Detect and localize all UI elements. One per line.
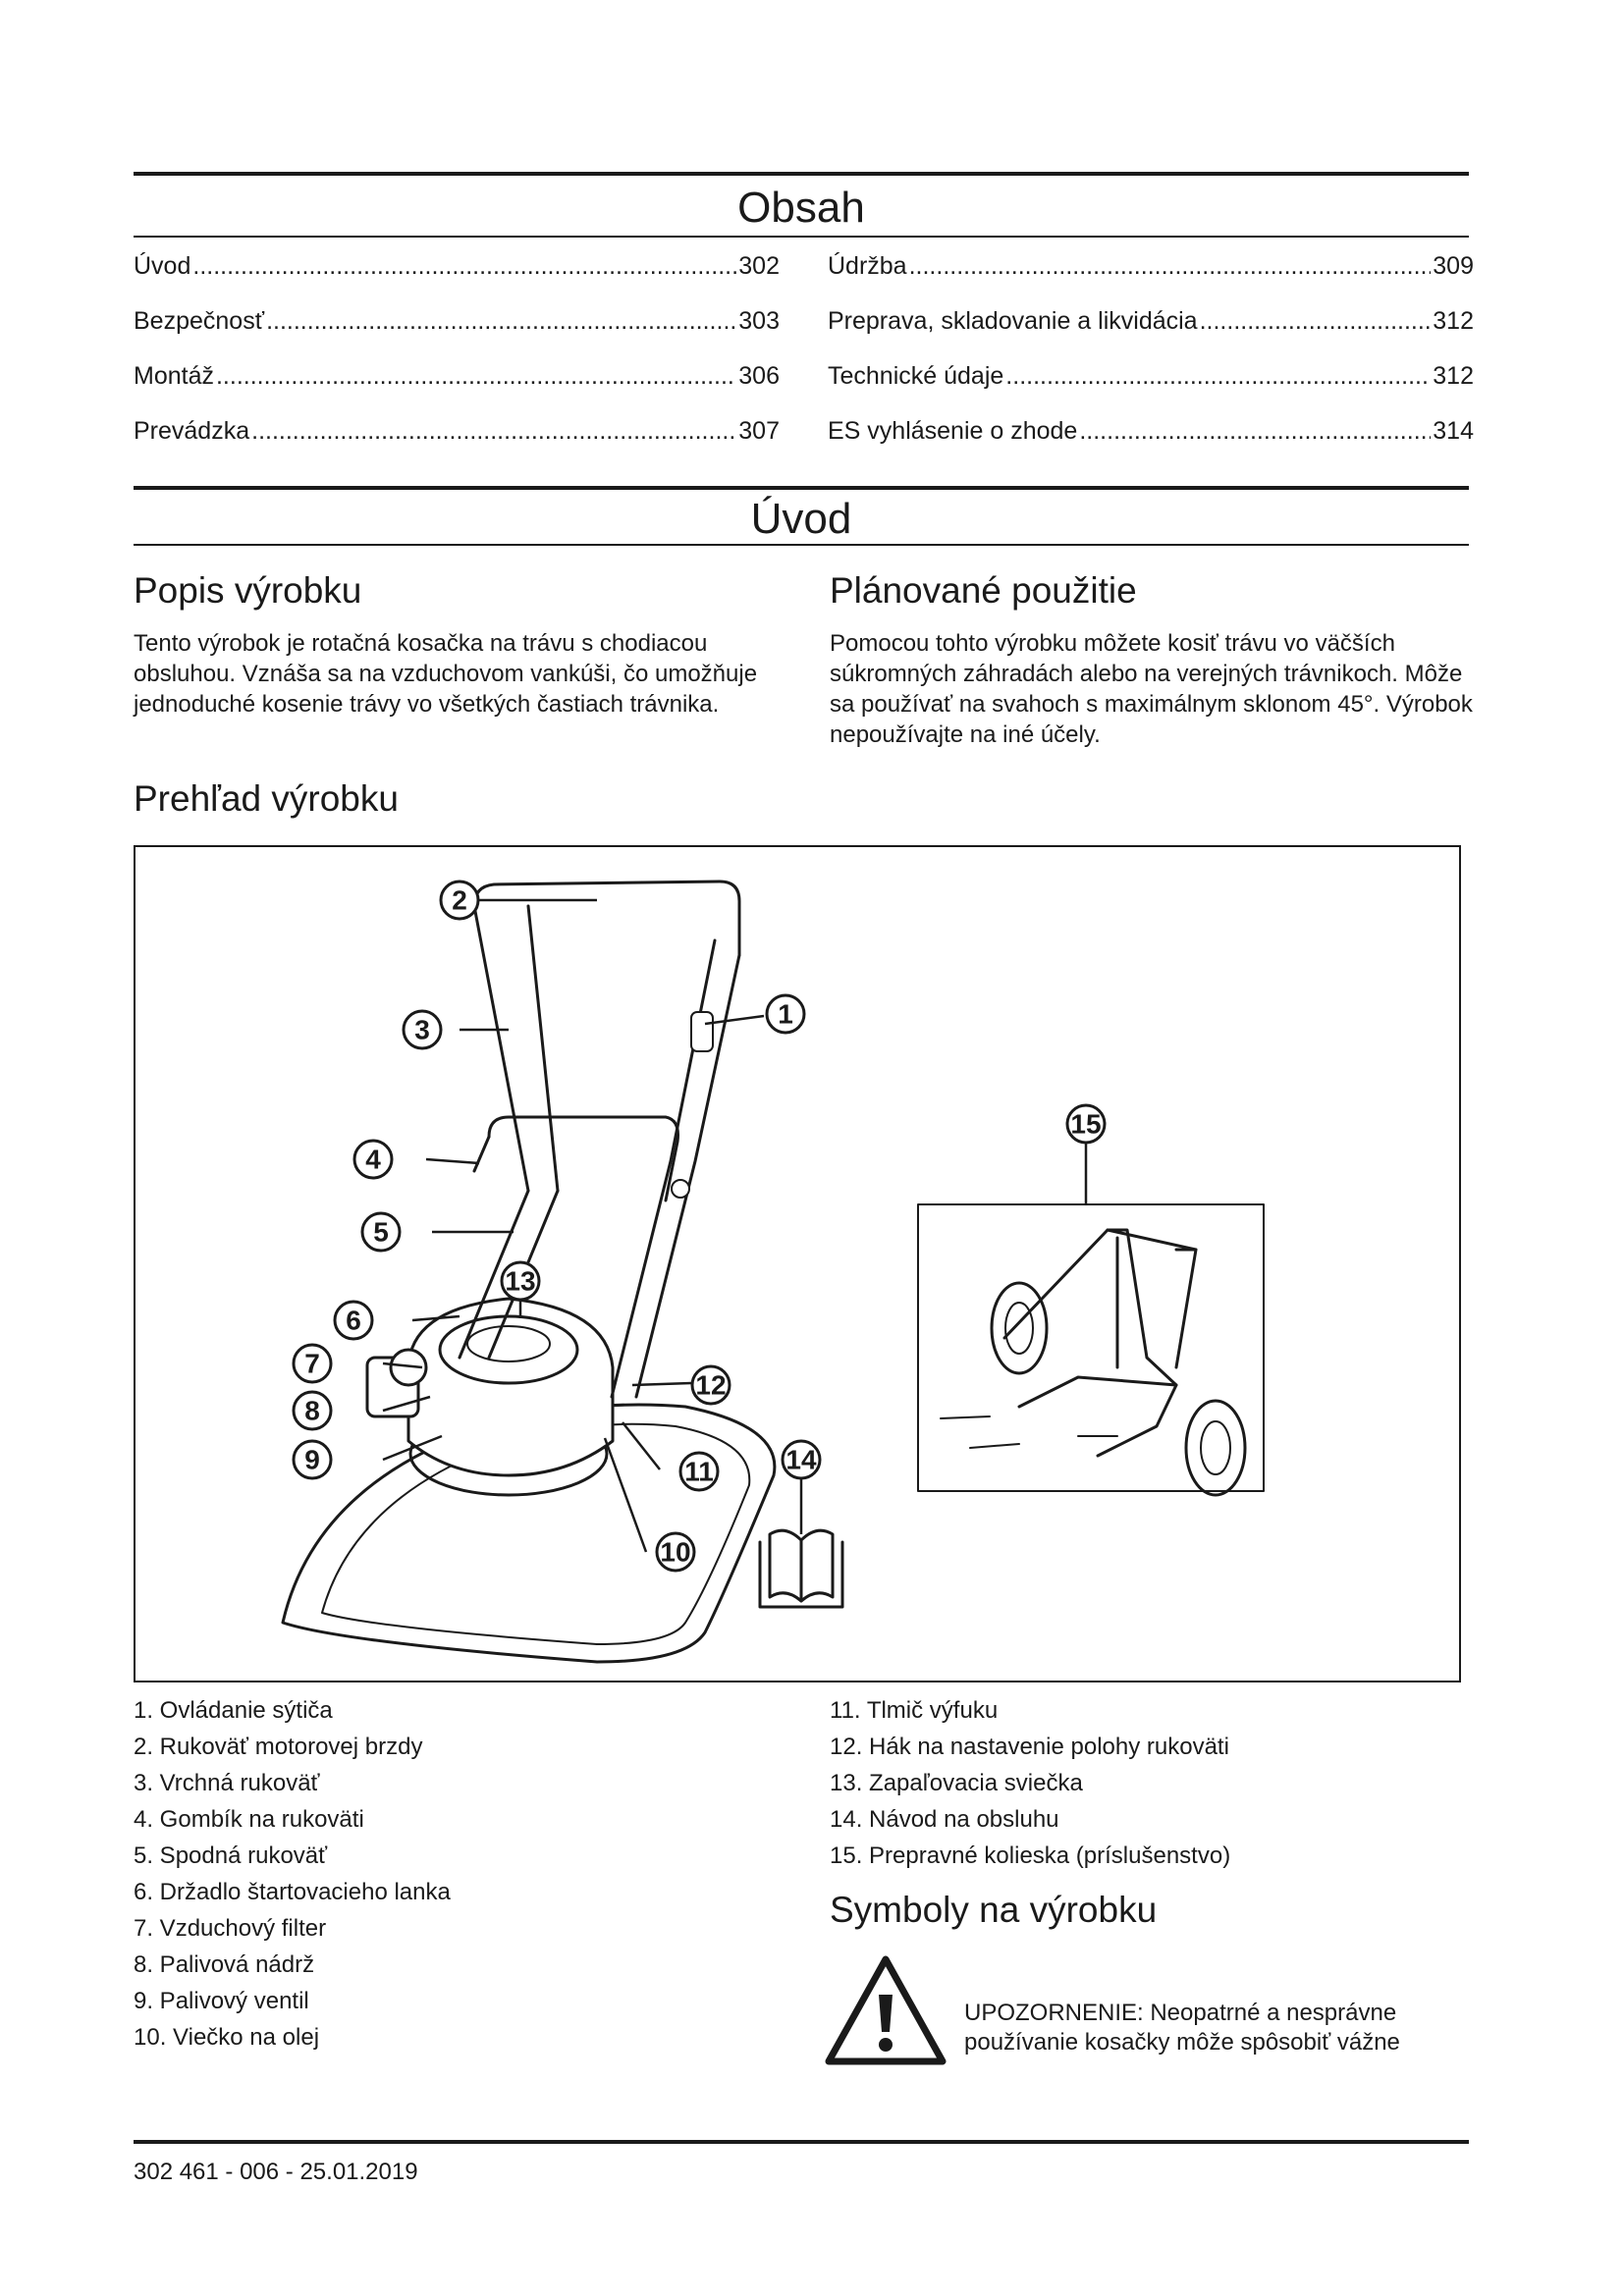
toc-entry-page: 306: [738, 362, 780, 390]
toc-entry-page: 309: [1433, 252, 1474, 280]
callout-7: [294, 1345, 331, 1382]
svg-text:1: 1: [778, 998, 793, 1030]
parts-list-left: [134, 1692, 451, 2056]
list-item: 15. Prepravné kolieska (príslušenstvo): [830, 1842, 1231, 1869]
list-item: 14. Návod na obsluhu: [830, 1806, 1059, 1833]
toc-title: Obsah: [737, 184, 865, 232]
svg-text:8: 8: [304, 1395, 320, 1426]
intro-top-rule: [134, 486, 1469, 490]
svg-text:7: 7: [304, 1348, 320, 1379]
warning-triangle-icon: [825, 1953, 947, 2069]
list-item: 10. Viečko na olej: [134, 2024, 320, 2051]
toc-leader-dots: [909, 252, 1432, 281]
toc-right-column: [828, 252, 1474, 472]
svg-text:15: 15: [1070, 1108, 1102, 1140]
toc-leader-dots: [1005, 362, 1431, 391]
svg-text:10: 10: [660, 1536, 691, 1568]
toc-entry-page: 312: [1433, 362, 1474, 390]
warning-symbol-block: [825, 1953, 1473, 2071]
parts-list-right: [830, 1692, 1230, 1874]
symbols-heading: Symboly na výrobku: [830, 1890, 1158, 1930]
toc-entry-page: 314: [1433, 417, 1474, 445]
toc-entry-label: Údržba: [828, 252, 907, 280]
toc-entry[interactable]: [134, 417, 780, 472]
toc-leader-dots: [1200, 307, 1432, 336]
toc-entry-label: Montáž: [134, 362, 214, 390]
footer-rule: [134, 2140, 1469, 2144]
list-item: 8. Palivová nádrž: [134, 1951, 315, 1978]
intended-use-heading: Plánované použitie: [830, 570, 1137, 611]
product-overview-figure: [134, 845, 1461, 1682]
svg-text:5: 5: [373, 1216, 389, 1248]
callout-3: [404, 1011, 441, 1048]
callout-6: [335, 1302, 372, 1339]
callout-2: [441, 881, 478, 919]
toc-title-rule: [134, 236, 1469, 238]
callout-15: [1067, 1105, 1105, 1143]
document-id: 302 461 - 006 - 25.01.2019: [134, 2159, 418, 2185]
list-item: 3. Vrchná rukoväť: [134, 1770, 320, 1796]
callout-5: [362, 1213, 400, 1251]
callout-14: [783, 1441, 820, 1478]
callout-8: [294, 1392, 331, 1429]
toc-entry[interactable]: [828, 362, 1474, 417]
callout-13: [502, 1262, 539, 1300]
list-item: 2. Rukoväť motorovej brzdy: [134, 1734, 423, 1760]
toc-entry[interactable]: [134, 362, 780, 417]
callout-10: [657, 1533, 694, 1571]
callout-4: [354, 1141, 392, 1178]
intro-title: Úvod: [750, 495, 852, 543]
toc-entry-label: Technické údaje: [828, 362, 1004, 390]
toc-leader-dots: [216, 362, 736, 391]
warning-text: UPOZORNENIE: Neopatrné a nesprávne používanie kosačky môže spôsobiť vážne: [964, 2000, 1400, 2056]
callout-1: [767, 995, 804, 1033]
toc-leader-dots: [251, 417, 736, 446]
description-heading: Popis výrobku: [134, 570, 362, 611]
toc-entry[interactable]: [828, 417, 1474, 472]
toc-entry-page: 303: [738, 307, 780, 335]
svg-text:2: 2: [452, 884, 467, 916]
svg-text:13: 13: [505, 1265, 536, 1297]
svg-text:6: 6: [346, 1305, 361, 1336]
toc-entry-page: 312: [1433, 307, 1474, 335]
overview-heading: Prehľad výrobku: [134, 778, 399, 819]
toc-entry-page: 302: [738, 252, 780, 280]
svg-text:4: 4: [365, 1144, 381, 1175]
toc-entry-page: 307: [738, 417, 780, 445]
list-item: 7. Vzduchový filter: [134, 1915, 327, 1942]
description-text: Tento výrobok je rotačná kosačka na trávu s chodiacou obsluhou. Vznáša sa na vzduchovom vankúši, čo umožňuje jednoduché kosenie trávy vo všetkých častiach trávnika.: [134, 630, 758, 718]
list-item: 12. Hák na nastavenie polohy rukoväti: [830, 1734, 1229, 1760]
toc-leader-dots: [1079, 417, 1431, 446]
toc-left-column: [134, 252, 780, 472]
toc-entry[interactable]: [828, 252, 1474, 307]
list-item: 5. Spodná rukoväť: [134, 1842, 328, 1869]
svg-text:9: 9: [304, 1444, 320, 1475]
toc-top-rule: [134, 172, 1469, 176]
list-item: 9. Palivový ventil: [134, 1988, 309, 2014]
toc-entry-label: Preprava, skladovanie a likvidácia: [828, 307, 1198, 335]
toc-leader-dots: [266, 307, 736, 336]
svg-text:12: 12: [695, 1369, 727, 1401]
intended-use-text: Pomocou tohto výrobku môžete kosiť trávu vo väčších súkromných záhradách alebo na verejných trávnikoch. Môže sa používať na svahoch s maximálnym sklonom 45°. Výrobok nepoužívajte na iné účely.: [830, 630, 1473, 748]
list-item: 1. Ovládanie sýtiča: [134, 1697, 333, 1724]
list-item: 6. Držadlo štartovacieho lanka: [134, 1879, 451, 1905]
intro-title-rule: [134, 544, 1469, 546]
callout-11: [680, 1453, 718, 1490]
svg-text:14: 14: [785, 1444, 817, 1475]
toc-entry[interactable]: [134, 307, 780, 362]
callout-9: [294, 1441, 331, 1478]
callout-12: [692, 1366, 730, 1404]
toc-entry[interactable]: [134, 252, 780, 307]
svg-text:11: 11: [684, 1456, 714, 1487]
list-item: 13. Zapaľovacia sviečka: [830, 1770, 1083, 1796]
list-item: 11. Tlmič výfuku: [830, 1697, 999, 1724]
list-item: 4. Gombík na rukoväti: [134, 1806, 364, 1833]
toc-entry-label: Úvod: [134, 252, 191, 280]
toc-leader-dots: [192, 252, 736, 281]
toc-entry-label: Bezpečnosť: [134, 307, 265, 335]
toc-entry[interactable]: [828, 307, 1474, 362]
toc-entry-label: Prevádzka: [134, 417, 250, 445]
toc-entry-label: ES vyhlásenie o zhode: [828, 417, 1078, 445]
svg-text:3: 3: [414, 1014, 430, 1045]
